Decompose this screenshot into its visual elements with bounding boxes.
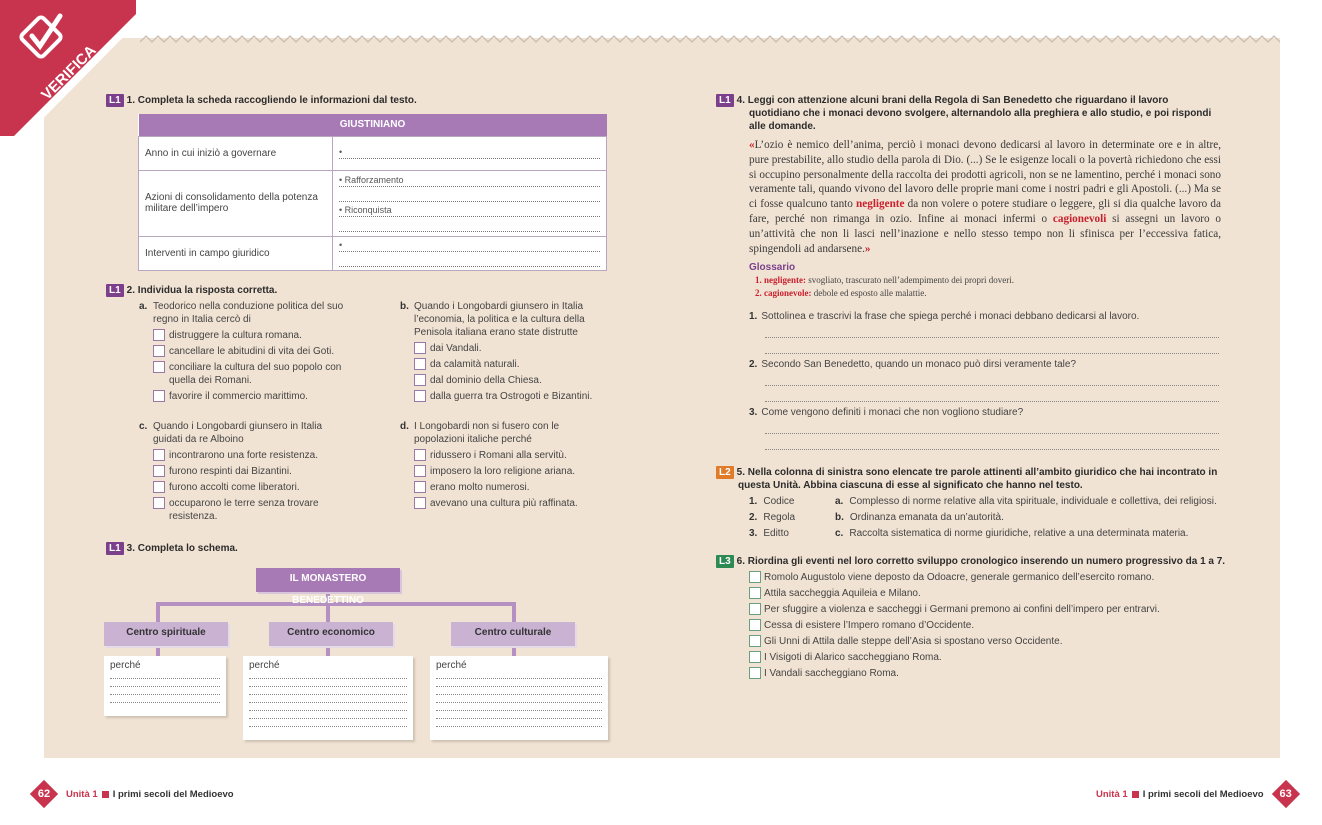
q1-title	[106, 94, 417, 107]
match-row[interactable]: 1. Codice a. Complesso di norme relative alla vita spirituale, individuale e collettiva, dei religiosi.	[749, 496, 1217, 507]
number-box[interactable]	[749, 571, 761, 583]
answer-option[interactable]: erano molto numerosi.	[400, 481, 605, 494]
level-badge: L1	[106, 94, 124, 107]
checkbox[interactable]	[153, 390, 165, 402]
page-number: 62	[37, 788, 51, 800]
quote-text: si assegni un lavoro o un’attività che non li lasci nell’inazione e nello stesso tempo non li sfinisca per l’eccessiva fatica, spingendoli ad andarsene.	[749, 212, 1221, 255]
answer-option[interactable]: ridussero i Romani alla servitù.	[400, 449, 605, 462]
page-number: 63	[1279, 788, 1292, 800]
answer-option[interactable]: conciliare la cultura del suo popolo con quella dei Romani.	[139, 361, 354, 387]
connector-line	[512, 602, 516, 622]
checkbox[interactable]	[414, 342, 426, 354]
q2-block-c	[139, 420, 354, 523]
option-letter: b.	[400, 301, 409, 312]
answer-option[interactable]: incontrarono una forte resistenza.	[139, 449, 354, 462]
glossary-term: 1. negligente:	[755, 275, 806, 285]
q4-title-text: 4. Leggi con attenzione alcuni brani della Regola di San Benedetto che riguardano il lavoro quotidiano che i monaci devono svolgere, alternandolo alla preghiera e allo studio, e poi rispondi alle domande.	[736, 95, 1212, 132]
unit-title: I primi secoli del Medioevo	[1142, 788, 1264, 800]
answer-line[interactable]	[765, 338, 1219, 354]
quote-mark: »	[864, 242, 871, 255]
subquestion-1: 1. Sottolinea e trascrivi la frase che spiega perché i monaci debbano dedicarsi al lavoro.	[749, 311, 1219, 354]
glossary-title: Glossario	[749, 262, 796, 273]
q5-title-text: 5. Nella colonna di sinistra sono elencate tre parole attinenti all’ambito giuridico che hai incontrato in questa Unità. Abbina ciascuna di esse al significato che hanno nel testo.	[736, 467, 1218, 491]
square-icon	[102, 791, 109, 798]
answer-option[interactable]: dal dominio della Chiesa.	[400, 374, 605, 387]
answer-line[interactable]	[765, 322, 1219, 338]
q4-title	[716, 94, 1221, 133]
zigzag-border	[140, 34, 1280, 44]
q3-title	[106, 542, 238, 555]
checkbox[interactable]	[414, 465, 426, 477]
checkbox[interactable]	[414, 374, 426, 386]
answer-line[interactable]	[765, 386, 1219, 402]
level-badge: L2	[716, 466, 734, 479]
matching-list	[749, 494, 1217, 542]
answer-option[interactable]: favorire il commercio marittimo.	[139, 390, 354, 403]
chronology-list	[749, 571, 1160, 683]
connector-line	[156, 646, 160, 656]
q6-title	[716, 555, 1225, 568]
list-item[interactable]: Per sfuggire a violenza e saccheggi i Germani premono ai confini dell’impero per entrarvi.	[749, 603, 1160, 619]
answer-line[interactable]	[765, 418, 1219, 434]
schema-branch-spirituale: Centro spirituale	[104, 622, 228, 646]
answer-field[interactable]: •	[339, 240, 600, 252]
q1-title-text: 1. Completa la scheda raccogliendo le informazioni dal testo.	[126, 95, 417, 106]
keyword-cagionevoli: cagionevoli	[1052, 212, 1107, 225]
number-box[interactable]	[749, 603, 761, 615]
checkbox[interactable]	[414, 481, 426, 493]
answer-field[interactable]: • Riconquista	[339, 205, 600, 217]
match-row[interactable]: 2. Regola b. Ordinanza emanata da un’autorità.	[749, 512, 1004, 523]
checkbox[interactable]	[414, 449, 426, 461]
checkbox[interactable]	[153, 497, 165, 509]
connector-line	[512, 646, 516, 656]
verifica-badge	[0, 0, 142, 142]
answer-line[interactable]	[765, 370, 1219, 386]
answer-field[interactable]: • Rafforzamento	[339, 175, 600, 187]
answer-card[interactable]	[430, 656, 608, 740]
level-badge: L1	[716, 94, 734, 107]
footer-right	[1096, 782, 1300, 806]
unit-label: Unità 1	[66, 788, 98, 800]
option-letter: a.	[139, 301, 148, 312]
list-item[interactable]: Gli Unni di Attila dalle steppe dell’Asia si spostano verso Occidente.	[749, 635, 1160, 651]
match-row[interactable]: 3. Editto c. Raccolta sistematica di norme giuridiche, relative a una determinata materia.	[749, 528, 1189, 539]
table-header: GIUSTINIANO	[139, 114, 607, 136]
question-stem: Quando i Longobardi giunsero in Italia guidati da re Alboino	[153, 421, 323, 445]
answer-field[interactable]	[339, 255, 600, 267]
unit-title: I primi secoli del Medioevo	[112, 788, 234, 800]
number-box[interactable]	[749, 635, 761, 647]
glossary	[749, 261, 1014, 300]
q2-block-b	[400, 300, 605, 403]
schema-branch-economico: Centro economico	[269, 622, 393, 646]
quote-mark: «	[749, 139, 755, 151]
answer-option[interactable]: furono respinti dai Bizantini.	[139, 465, 354, 478]
level-badge: L3	[716, 555, 734, 568]
checkbox[interactable]	[153, 361, 165, 373]
square-icon	[1132, 791, 1139, 798]
giustiniano-table	[138, 114, 607, 271]
table-row-label: Anno in cui iniziò a governare	[139, 136, 333, 170]
question-stem: Teodorico nella conduzione politica del suo regno in Italia cercò di	[153, 301, 344, 325]
checkbox[interactable]	[414, 390, 426, 402]
page-number-badge	[30, 780, 58, 808]
card-label: perché	[436, 660, 467, 671]
q6-title-text: 6. Riordina gli eventi nel loro corretto sviluppo cronologico inserendo un numero progressivo da 1 a 7.	[736, 556, 1226, 567]
connector-line	[326, 646, 330, 656]
table-row-label: Interventi in campo giuridico	[139, 236, 333, 270]
checkbox[interactable]	[153, 345, 165, 357]
question-stem: Quando i Longobardi giunsero in Italia l’economia, la politica e la cultura della Penisola italiana erano state distrutte	[414, 301, 585, 338]
answer-option[interactable]: cancellare le abitudini di vita dei Goti.	[139, 345, 354, 358]
answer-option[interactable]: dai Vandali.	[400, 342, 605, 355]
checkbox[interactable]	[153, 465, 165, 477]
option-letter: d.	[400, 421, 409, 432]
answer-field[interactable]	[339, 220, 600, 232]
number-box[interactable]	[749, 619, 761, 631]
answer-field[interactable]: •	[339, 147, 600, 159]
list-item[interactable]: Romolo Augustolo viene deposto da Odoacre, generale germanico dell’esercito romano.	[749, 571, 1160, 587]
glossary-term: 2. cagionevole:	[755, 288, 812, 298]
subquestion-2: 2. Secondo San Benedetto, quando un monaco può dirsi veramente tale?	[749, 359, 1219, 402]
q3-title-text: 3. Completa lo schema.	[126, 543, 238, 554]
answer-option[interactable]: furono accolti come liberatori.	[139, 481, 354, 494]
level-badge: L1	[106, 284, 124, 297]
q5-title	[716, 466, 1221, 492]
answer-field[interactable]	[339, 190, 600, 202]
card-label: perché	[249, 660, 280, 671]
subquestion-3: 3. Come vengono definiti i monaci che non vogliono studiare?	[749, 407, 1219, 450]
glossary-def: svogliato, trascurato nell’adempimento dei propri doveri.	[808, 275, 1014, 285]
footer-left	[30, 782, 234, 806]
checkbox[interactable]	[153, 329, 165, 341]
q2-title	[106, 284, 277, 297]
list-item[interactable]: Cessa di esistere l’Impero romano d’Occidente.	[749, 619, 1160, 635]
number-box[interactable]	[749, 667, 761, 679]
schema-branch-culturale: Centro culturale	[451, 622, 575, 646]
unit-label: Unità 1	[1096, 788, 1128, 800]
q2-title-text: 2. Individua la risposta corretta.	[126, 285, 278, 296]
answer-option[interactable]: occuparono le terre senza trovare resistenza.	[139, 497, 354, 523]
level-badge: L1	[106, 542, 124, 555]
answer-option[interactable]: imposero la loro religione ariana.	[400, 465, 605, 478]
answer-option[interactable]: distruggere la cultura romana.	[139, 329, 354, 342]
answer-option[interactable]: avevano una cultura più raffinata.	[400, 497, 605, 510]
answer-option[interactable]: da calamità naturali.	[400, 358, 605, 371]
answer-option[interactable]: dalla guerra tra Ostrogoti e Bizantini.	[400, 390, 605, 403]
list-item[interactable]: I Vandali saccheggiano Roma.	[749, 667, 1160, 683]
number-box[interactable]	[749, 651, 761, 663]
checkbox[interactable]	[153, 481, 165, 493]
option-letter: c.	[139, 421, 148, 432]
number-box[interactable]	[749, 587, 761, 599]
page-number-badge	[1272, 780, 1300, 808]
answer-card[interactable]	[243, 656, 413, 740]
verifica-label: VERIFICA	[38, 42, 100, 104]
table-row-label: Azioni di consolidamento della potenza militare dell’impero	[139, 170, 333, 236]
keyword-negligente: negligente	[856, 198, 905, 211]
answer-card[interactable]	[104, 656, 226, 716]
question-stem: I Longobardi non si fusero con le popolazioni italiche perché	[414, 421, 560, 445]
list-item[interactable]: Attila saccheggia Aquileia e Milano.	[749, 587, 1160, 603]
regola-quote	[749, 138, 1221, 256]
glossary-def: debole ed esposto alle malattie.	[813, 288, 927, 298]
schema-root: IL MONASTERO BENEDETTINO	[256, 568, 400, 592]
list-item[interactable]: I Visigoti di Alarico saccheggiano Roma.	[749, 651, 1160, 667]
q2-block-d	[400, 420, 605, 510]
checkbox[interactable]	[153, 449, 165, 461]
card-label: perché	[110, 660, 141, 671]
checkbox[interactable]	[414, 358, 426, 370]
q2-block-a	[139, 300, 354, 403]
connector-line	[156, 602, 160, 622]
checkbox[interactable]	[414, 497, 426, 509]
quote-text: da non volere o potere studiare o leggere, gli si dia qualche lavoro da fare, perché non rimanga in ozio. Infine ai monaci infermi o	[749, 198, 1221, 225]
quote-text: L’ozio è nemico dell’anima, perciò i monaci devono dedicarsi al lavoro in determinate ore e in altre, pure prestabilite, allo studio della parola di Dio. (...) Se le esigenze locali o la povertà richiedono che essi si occupino personalmente della raccolta dei prodotti agricoli, non se ne lamentino, perché i monaci sono veramente tali, quando vivono del lavoro delle proprie mani come i nostri padri e gli Apostoli. (...) Ma se ci fosse qualcuno tanto	[749, 139, 1221, 211]
answer-line[interactable]	[765, 434, 1219, 450]
